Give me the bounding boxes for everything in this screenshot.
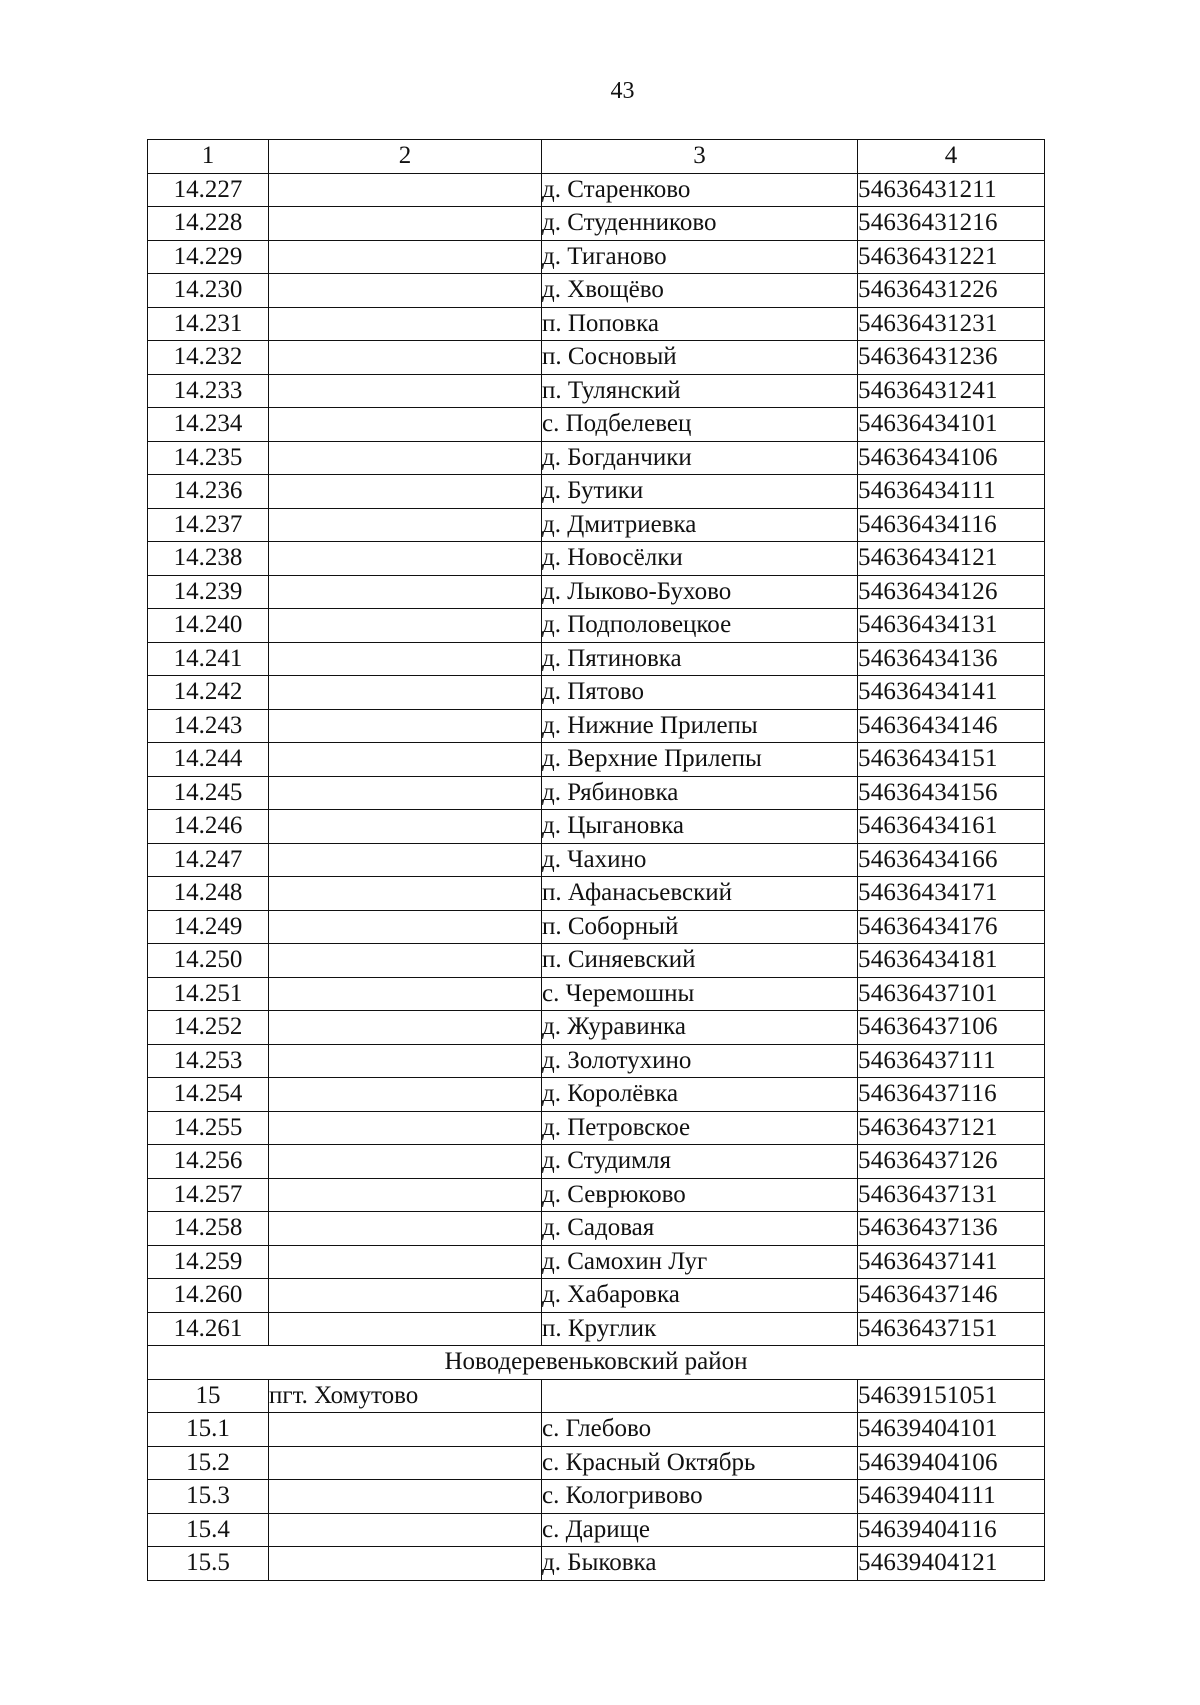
locality-name-cell: д. Королёвка [542, 1078, 858, 1112]
table-row [148, 1178, 1045, 1212]
row-number-cell: 15.3 [148, 1480, 269, 1514]
settlement-cell [269, 1145, 542, 1179]
row-number-cell: 14.236 [148, 475, 269, 509]
settlement-cell [269, 810, 542, 844]
row-number-cell: 14.251 [148, 977, 269, 1011]
row-number-cell: 14.247 [148, 843, 269, 877]
row-number-cell: 14.230 [148, 274, 269, 308]
table-row [148, 1245, 1045, 1279]
locality-name-cell: д. Верхние Прилепы [542, 743, 858, 777]
locality-name-cell: д. Старенково [542, 173, 858, 207]
settlement-cell [269, 274, 542, 308]
row-number-cell: 14.259 [148, 1245, 269, 1279]
row-number-cell: 14.245 [148, 776, 269, 810]
district-row [148, 1346, 1045, 1380]
locality-name-cell: д. Студенниково [542, 207, 858, 241]
oktmo-code-cell: 54636431221 [858, 240, 1045, 274]
settlement-cell [269, 1279, 542, 1313]
settlement-cell [269, 173, 542, 207]
row-number-cell: 14.256 [148, 1145, 269, 1179]
locality-name-cell: п. Соборный [542, 910, 858, 944]
column-header-4: 4 [858, 140, 1045, 174]
row-number-cell: 14.248 [148, 877, 269, 911]
table-row [148, 1413, 1045, 1447]
row-number-cell: 14.253 [148, 1044, 269, 1078]
table-row [148, 1145, 1045, 1179]
locality-name-cell: с. Черемошны [542, 977, 858, 1011]
locality-name-cell: д. Хабаровка [542, 1279, 858, 1313]
settlement-cell [269, 1011, 542, 1045]
settlement-cell [269, 1078, 542, 1112]
table-row [148, 609, 1045, 643]
oktmo-code-cell: 54636434181 [858, 944, 1045, 978]
settlement-cell [269, 676, 542, 710]
settlement-cell [269, 843, 542, 877]
table-row [148, 408, 1045, 442]
table-row [148, 575, 1045, 609]
row-number-cell: 14.255 [148, 1111, 269, 1145]
page-number: 43 [610, 78, 635, 104]
oktmo-code-cell: 54636431216 [858, 207, 1045, 241]
row-number-cell: 14.246 [148, 810, 269, 844]
table-row [148, 877, 1045, 911]
settlement-cell [269, 508, 542, 542]
row-number-cell: 14.258 [148, 1212, 269, 1246]
locality-name-cell: д. Нижние Прилепы [542, 709, 858, 743]
table-row [148, 1044, 1045, 1078]
table-row [148, 274, 1045, 308]
row-number-cell: 14.261 [148, 1312, 269, 1346]
settlement-cell [269, 877, 542, 911]
oktmo-code-cell: 54636434171 [858, 877, 1045, 911]
oktmo-code-cell: 54636437131 [858, 1178, 1045, 1212]
oktmo-code-cell: 54639404116 [858, 1513, 1045, 1547]
row-number-cell: 14.242 [148, 676, 269, 710]
locality-name-cell: д. Самохин Луг [542, 1245, 858, 1279]
settlement-cell [269, 1044, 542, 1078]
oktmo-code-cell: 54636437146 [858, 1279, 1045, 1313]
locality-name-cell: с. Подбелевец [542, 408, 858, 442]
oktmo-code-cell: 54636437121 [858, 1111, 1045, 1145]
locality-name-cell: д. Новосёлки [542, 542, 858, 576]
row-number-cell: 14.241 [148, 642, 269, 676]
oktmo-code-cell: 54636431231 [858, 307, 1045, 341]
settlement-cell [269, 944, 542, 978]
row-number-cell: 14.249 [148, 910, 269, 944]
locality-name-cell: д. Пятово [542, 676, 858, 710]
settlement-cell [269, 207, 542, 241]
oktmo-code-cell: 54636434151 [858, 743, 1045, 777]
settlement-cell [269, 307, 542, 341]
row-number-cell: 14.240 [148, 609, 269, 643]
table-row [148, 1279, 1045, 1313]
oktmo-code-cell: 54639404101 [858, 1413, 1045, 1447]
oktmo-code-cell: 54636434146 [858, 709, 1045, 743]
table-row [148, 1312, 1045, 1346]
settlements-table [147, 139, 1045, 1581]
table-row [148, 1513, 1045, 1547]
oktmo-code-cell: 54636434116 [858, 508, 1045, 542]
table-row [148, 709, 1045, 743]
oktmo-code-cell: 54636437126 [858, 1145, 1045, 1179]
table-row [148, 1547, 1045, 1581]
table-header-row [148, 140, 1045, 174]
settlement-cell [269, 977, 542, 1011]
settlement-cell [269, 441, 542, 475]
row-number-cell: 14.250 [148, 944, 269, 978]
settlement-cell [269, 374, 542, 408]
oktmo-code-cell: 54636434136 [858, 642, 1045, 676]
settlement-cell [269, 1312, 542, 1346]
table-row [148, 1111, 1045, 1145]
settlement-cell: пгт. Хомутово [269, 1379, 542, 1413]
row-number-cell: 15 [148, 1379, 269, 1413]
row-number-cell: 14.238 [148, 542, 269, 576]
locality-name-cell: д. Тиганово [542, 240, 858, 274]
locality-name-cell: д. Чахино [542, 843, 858, 877]
table-row [148, 341, 1045, 375]
column-header-1: 1 [148, 140, 269, 174]
table-row [148, 776, 1045, 810]
settlement-cell [269, 575, 542, 609]
oktmo-code-cell: 54636434131 [858, 609, 1045, 643]
locality-name-cell: п. Сосновый [542, 341, 858, 375]
oktmo-code-cell: 54636434141 [858, 676, 1045, 710]
row-number-cell: 14.235 [148, 441, 269, 475]
table-row [148, 1480, 1045, 1514]
oktmo-code-cell: 54639404121 [858, 1547, 1045, 1581]
locality-name-cell: п. Афанасьевский [542, 877, 858, 911]
oktmo-code-cell: 54636434176 [858, 910, 1045, 944]
table-row [148, 441, 1045, 475]
table-row [148, 207, 1045, 241]
settlement-cell [269, 542, 542, 576]
locality-name-cell: с. Глебово [542, 1413, 858, 1447]
settlement-cell [269, 642, 542, 676]
locality-name-cell: д. Золотухино [542, 1044, 858, 1078]
locality-name-cell: д. Петровское [542, 1111, 858, 1145]
locality-name-cell: д. Студимля [542, 1145, 858, 1179]
row-number-cell: 15.1 [148, 1413, 269, 1447]
settlement-cell [269, 1413, 542, 1447]
locality-name-cell: д. Цыгановка [542, 810, 858, 844]
oktmo-code-cell: 54636437141 [858, 1245, 1045, 1279]
oktmo-code-cell: 54636437111 [858, 1044, 1045, 1078]
table-row [148, 1011, 1045, 1045]
row-number-cell: 14.252 [148, 1011, 269, 1045]
oktmo-code-cell: 54636431241 [858, 374, 1045, 408]
oktmo-code-cell: 54636434161 [858, 810, 1045, 844]
column-header-2: 2 [269, 140, 542, 174]
oktmo-code-cell: 54636437106 [858, 1011, 1045, 1045]
settlement-cell [269, 1480, 542, 1514]
table-row [148, 810, 1045, 844]
row-number-cell: 14.237 [148, 508, 269, 542]
settlement-cell [269, 341, 542, 375]
locality-name-cell: п. Синяевский [542, 944, 858, 978]
table-row [148, 676, 1045, 710]
settlement-cell [269, 475, 542, 509]
table-row [148, 542, 1045, 576]
locality-name-cell: д. Подполовецкое [542, 609, 858, 643]
table-row [148, 508, 1045, 542]
settlement-cell [269, 1547, 542, 1581]
locality-name-cell: п. Круглик [542, 1312, 858, 1346]
settlement-cell [269, 609, 542, 643]
row-number-cell: 14.257 [148, 1178, 269, 1212]
table-row [148, 1446, 1045, 1480]
oktmo-code-cell: 54639404111 [858, 1480, 1045, 1514]
oktmo-code-cell: 54636437116 [858, 1078, 1045, 1112]
settlement-cell [269, 1212, 542, 1246]
table-row [148, 1379, 1045, 1413]
table-row [148, 1212, 1045, 1246]
column-header-3: 3 [542, 140, 858, 174]
settlement-cell [269, 1245, 542, 1279]
oktmo-code-cell: 54636437151 [858, 1312, 1045, 1346]
row-number-cell: 14.244 [148, 743, 269, 777]
oktmo-code-cell: 54636434121 [858, 542, 1045, 576]
settlement-cell [269, 240, 542, 274]
locality-name-cell: д. Богданчики [542, 441, 858, 475]
row-number-cell: 14.254 [148, 1078, 269, 1112]
locality-name-cell: с. Дарище [542, 1513, 858, 1547]
locality-name-cell: д. Дмитриевка [542, 508, 858, 542]
table-row [148, 307, 1045, 341]
settlement-cell [269, 709, 542, 743]
row-number-cell: 15.2 [148, 1446, 269, 1480]
locality-name-cell: д. Пятиновка [542, 642, 858, 676]
locality-name-cell: с. Кологривово [542, 1480, 858, 1514]
row-number-cell: 15.4 [148, 1513, 269, 1547]
locality-name-cell: д. Быковка [542, 1547, 858, 1581]
settlement-cell [269, 408, 542, 442]
locality-name-cell [542, 1379, 858, 1413]
oktmo-code-cell: 54639404106 [858, 1446, 1045, 1480]
table-row [148, 843, 1045, 877]
locality-name-cell: д. Севрюково [542, 1178, 858, 1212]
row-number-cell: 15.5 [148, 1547, 269, 1581]
settlement-cell [269, 1178, 542, 1212]
table-row [148, 1078, 1045, 1112]
locality-name-cell: д. Хвощёво [542, 274, 858, 308]
oktmo-code-cell: 54636434126 [858, 575, 1045, 609]
row-number-cell: 14.233 [148, 374, 269, 408]
row-number-cell: 14.231 [148, 307, 269, 341]
row-number-cell: 14.227 [148, 173, 269, 207]
locality-name-cell: д. Журавинка [542, 1011, 858, 1045]
locality-name-cell: д. Лыково-Бухово [542, 575, 858, 609]
table-row [148, 743, 1045, 777]
settlement-cell [269, 743, 542, 777]
settlement-cell [269, 1513, 542, 1547]
oktmo-code-cell: 54636434106 [858, 441, 1045, 475]
settlement-cell [269, 776, 542, 810]
settlement-cell [269, 910, 542, 944]
oktmo-code-cell: 54636437101 [858, 977, 1045, 1011]
oktmo-code-cell: 54636431236 [858, 341, 1045, 375]
table-row [148, 240, 1045, 274]
table-row [148, 944, 1045, 978]
oktmo-code-cell: 54636431211 [858, 173, 1045, 207]
oktmo-code-cell: 54636434166 [858, 843, 1045, 877]
locality-name-cell: п. Поповка [542, 307, 858, 341]
oktmo-code-cell: 54636431226 [858, 274, 1045, 308]
table-row [148, 173, 1045, 207]
row-number-cell: 14.239 [148, 575, 269, 609]
district-header: Новодеревеньковский район [148, 1346, 1045, 1380]
row-number-cell: 14.228 [148, 207, 269, 241]
locality-name-cell: п. Тулянский [542, 374, 858, 408]
oktmo-code-cell: 54639151051 [858, 1379, 1045, 1413]
table-row [148, 910, 1045, 944]
row-number-cell: 14.229 [148, 240, 269, 274]
settlement-cell [269, 1446, 542, 1480]
locality-name-cell: с. Красный Октябрь [542, 1446, 858, 1480]
oktmo-code-cell: 54636437136 [858, 1212, 1045, 1246]
row-number-cell: 14.243 [148, 709, 269, 743]
table-row [148, 374, 1045, 408]
row-number-cell: 14.232 [148, 341, 269, 375]
oktmo-code-cell: 54636434156 [858, 776, 1045, 810]
table-row [148, 475, 1045, 509]
table-row [148, 642, 1045, 676]
locality-name-cell: д. Бутики [542, 475, 858, 509]
table-row [148, 977, 1045, 1011]
locality-name-cell: д. Рябиновка [542, 776, 858, 810]
oktmo-code-cell: 54636434111 [858, 475, 1045, 509]
row-number-cell: 14.234 [148, 408, 269, 442]
locality-name-cell: д. Садовая [542, 1212, 858, 1246]
row-number-cell: 14.260 [148, 1279, 269, 1313]
oktmo-code-cell: 54636434101 [858, 408, 1045, 442]
settlement-cell [269, 1111, 542, 1145]
